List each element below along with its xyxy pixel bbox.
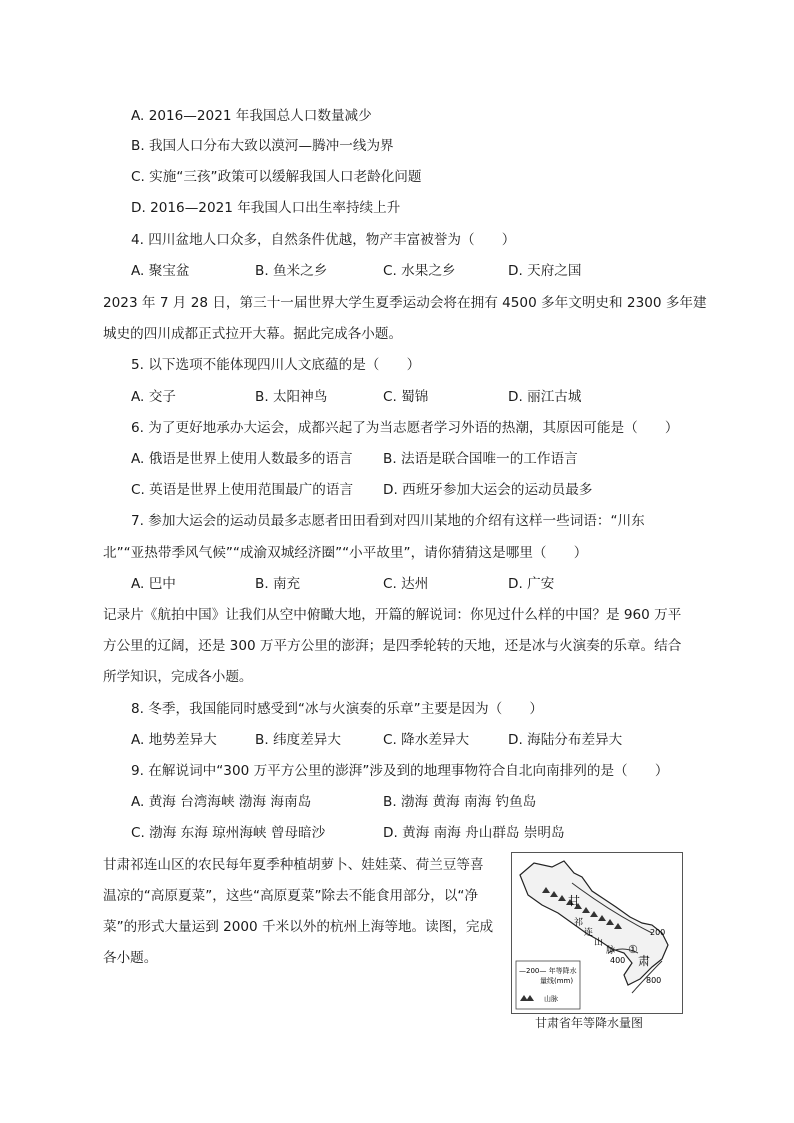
passage4-line1: 甘肃祁连山区的农民每年夏季种植胡萝卜、娃娃菜、荷兰豆等喜 [103,857,484,873]
q5-option-a: A. 交子 [131,389,176,405]
q4-option-a: A. 聚宝盆 [131,263,190,279]
q5-stem: 5. 以下选项不能体现四川人文底蕴的是（ ） [131,357,421,373]
passage2-line2: 城史的四川成都正式拉开大幕。据此完成各小题。 [103,326,403,342]
q4-stem: 4. 四川盆地人口众多，自然条件优越，物产丰富被誉为（ ） [131,232,516,248]
contour-label-400: 400 [610,956,626,965]
q7-stem-line1: 7. 参加大运会的运动员最多志愿者田田看到对四川某地的介绍有这样一些词语：“川东 [131,513,645,529]
passage2-line1: 2023 年 7 月 28 日，第三十一届世界大学生夏季运动会将在拥有 4500 多年文明史和 2300 多年建 [103,295,707,311]
q8-option-a: A. 地势差异大 [131,732,217,748]
q4-option-d: D. 天府之国 [508,263,582,279]
q4-option-b: B. 鱼米之乡 [255,263,328,279]
q9-option-a: A. 黄海 台湾海峡 渤海 海南岛 [131,794,312,810]
q5-option-b: B. 太阳神鸟 [255,389,328,405]
contour-label-800: 800 [646,976,662,985]
q7-stem-line2: 北”“亚热带季风气候”“成渝双城经济圈”“小平故里”，请你猜猜这是哪里（ ） [103,545,588,561]
q3-option-c: C. 实施“三孩”政策可以缓解我国人口老龄化问题 [131,169,422,185]
mountain-char-1: 祁 [574,918,584,928]
q9-option-d: D. 黄海 南海 舟山群岛 崇明岛 [383,825,565,841]
map-drawing [512,853,682,1013]
marker-1: ① [628,943,638,956]
mountain-char-2: 连 [584,928,594,938]
q6-option-c: C. 英语是世界上使用范围最广的语言 [131,482,354,498]
mountain-char-3: 山 [594,938,604,948]
q6-option-a: A. 俄语是世界上使用人数最多的语言 [131,451,353,467]
passage4-line4: 各小题。 [103,950,158,966]
passage3-line1: 记录片《航拍中国》让我们从空中俯瞰大地，开篇的解说词：你见过什么样的中国？是 960 万平 [103,607,682,623]
passage4-line2: 温凉的“高原夏菜”，这些“高原夏菜”除去不能食用部分，以“净 [103,888,479,904]
mountain-char-4: 脉 [606,946,616,956]
q8-option-c: C. 降水差异大 [383,732,470,748]
label-su: 肃 [638,954,651,968]
q6-stem: 6. 为了更好地承办大运会，成都兴起了为当志愿者学习外语的热潮，其原因可能是（ ） [131,420,679,436]
q8-option-b: B. 纬度差异大 [255,732,341,748]
q8-option-d: D. 海陆分布差异大 [508,732,623,748]
map-caption: 甘肃省年等降水量图 [535,1016,644,1030]
q5-option-d: D. 丽江古城 [508,389,582,405]
legend-mountain-text: 山脉 [544,995,558,1003]
q7-option-c: C. 达州 [383,576,429,592]
q9-option-c: C. 渤海 东海 琼州海峡 曾母暗沙 [131,825,326,841]
passage4-line3: 菜”的形式大量运到 2000 千米以外的杭州上海等地。读图，完成 [103,919,494,935]
gansu-precipitation-map [511,852,683,1014]
q9-stem: 9. 在解说词中“300 万平方公里的澎湃”涉及到的地理事物符合自北向南排列的是（ ） [131,763,669,779]
q8-stem: 8. 冬季，我国能同时感受到“冰与火演奏的乐章”主要是因为（ ） [131,701,543,717]
q7-option-a: A. 巴中 [131,576,176,592]
q6-option-b: B. 法语是联合国唯一的工作语言 [383,451,578,467]
q7-option-d: D. 广安 [508,576,555,592]
q7-option-b: B. 南充 [255,576,301,592]
q4-option-c: C. 水果之乡 [383,263,456,279]
q5-option-c: C. 蜀锦 [383,389,429,405]
q3-option-d: D. 2016—2021 年我国人口出生率持续上升 [131,200,401,216]
q6-option-d: D. 西班牙参加大运会的运动员最多 [383,482,593,498]
legend-isoline-text: —200— 年等降水 [519,967,577,975]
passage3-line2: 方公里的辽阔，还是 300 万平方公里的澎湃；是四季轮转的天地，还是冰与火演奏的乐章。结合 [103,638,682,654]
legend-isoline-text2: 量线(mm) [540,977,574,985]
contour-label-200: 200 [650,928,666,937]
passage3-line3: 所学知识，完成各小题。 [103,669,253,685]
q9-option-b: B. 渤海 黄海 南海 钓鱼岛 [383,794,537,810]
label-gan: 甘 [568,894,581,908]
q3-option-b: B. 我国人口分布大致以漠河—腾冲一线为界 [131,138,394,154]
q3-option-a: A. 2016—2021 年我国总人口数量减少 [131,108,372,124]
